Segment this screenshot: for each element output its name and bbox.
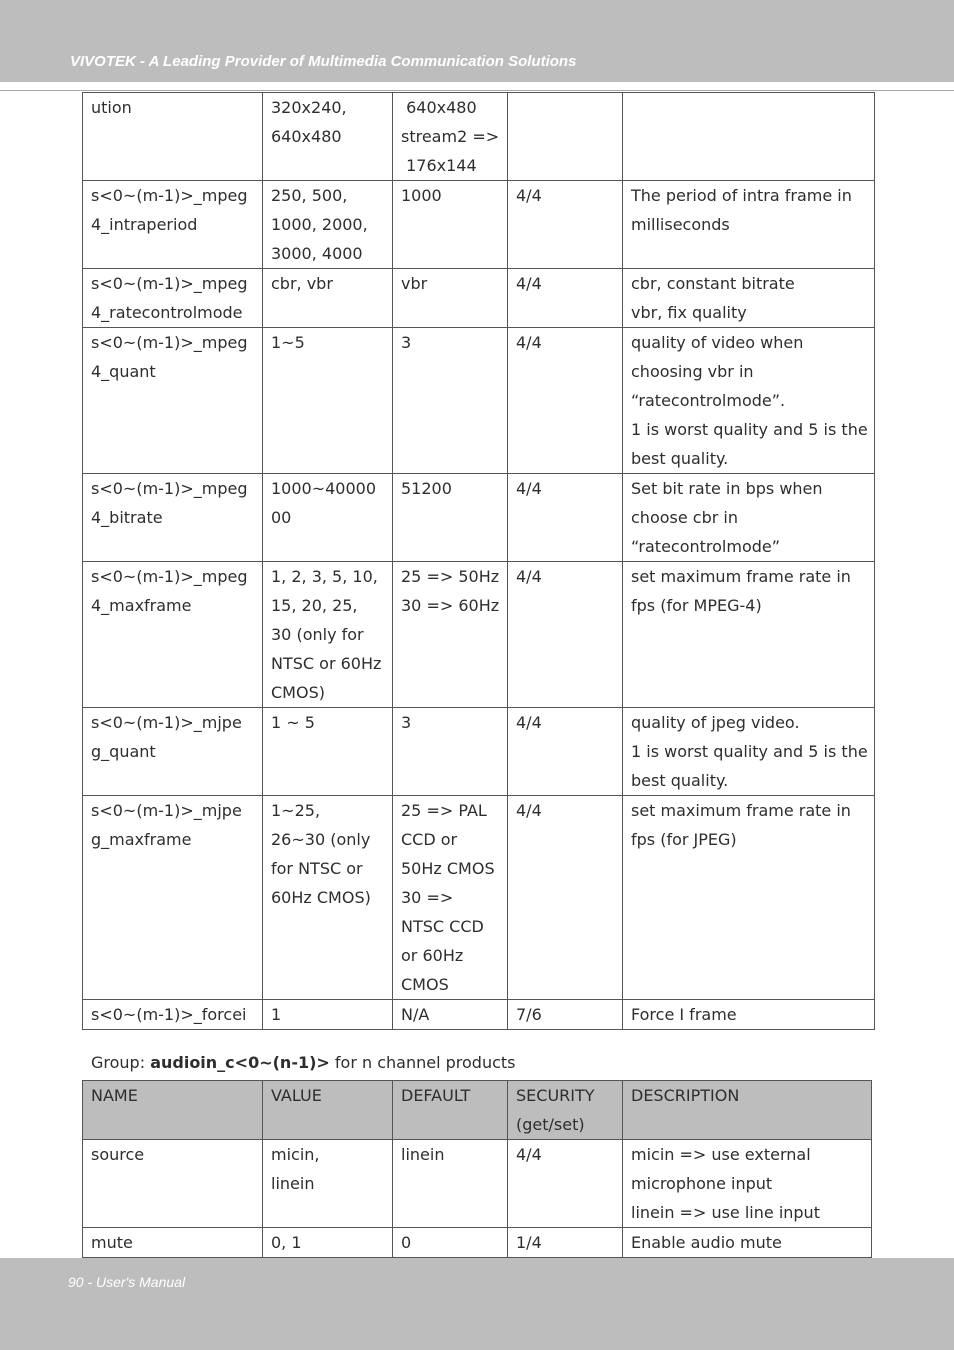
cell-security	[508, 1081, 623, 1140]
cell-line: best quality.	[631, 771, 729, 790]
cell-line: 4_quant	[91, 362, 156, 381]
cell-description	[623, 1140, 872, 1228]
table-row	[83, 1140, 872, 1228]
cell-line	[631, 93, 866, 122]
cell-description	[623, 708, 875, 796]
cell-name	[83, 474, 263, 562]
table-row	[83, 328, 875, 474]
cell-line: stream2 =>	[401, 127, 500, 146]
cell-description	[623, 562, 875, 708]
cell-line: s<0~(m-1)>_mpeg	[91, 567, 248, 586]
cell-line: 250, 500,	[271, 186, 348, 205]
cell-line: 1000	[401, 186, 442, 205]
cell-line: s<0~(m-1)>_mpeg	[91, 274, 248, 293]
cell-line: fps (for MPEG-4)	[631, 596, 762, 615]
group-suffix: for n channel products	[329, 1053, 516, 1072]
cell-value	[263, 562, 393, 708]
cell-value	[263, 474, 393, 562]
cell-line: linein => use line input	[631, 1203, 820, 1222]
cell-name	[83, 328, 263, 474]
cell-value	[263, 181, 393, 269]
cell-line: vbr, fix quality	[631, 303, 747, 322]
cell-line: set maximum frame rate in	[631, 567, 851, 586]
cell-value	[263, 1228, 393, 1258]
cell-security	[508, 93, 623, 181]
cell-line: g_quant	[91, 742, 156, 761]
cell-line: N/A	[401, 1005, 430, 1024]
cell-line: 0, 1	[271, 1233, 302, 1252]
cell-line: micin => use external	[631, 1145, 811, 1164]
group-caption	[91, 1053, 515, 1072]
cell-name	[83, 562, 263, 708]
cell-line: “ratecontrolmode”.	[631, 391, 786, 410]
cell-line: choosing vbr in	[631, 362, 754, 381]
cell-line: SECURITY	[516, 1086, 595, 1105]
cell-value	[263, 796, 393, 1000]
cell-security	[508, 328, 623, 474]
cell-line: 1~5	[271, 333, 305, 352]
cell-default	[393, 708, 508, 796]
cell-line: 3	[401, 333, 412, 352]
cell-security	[508, 796, 623, 1000]
cell-line: 4/4	[516, 801, 542, 820]
cell-line: Force I frame	[631, 1005, 737, 1024]
cell-line: for NTSC or	[271, 859, 363, 878]
cell-name	[83, 269, 263, 328]
cell-description	[623, 474, 875, 562]
cell-line: 1~25,	[271, 801, 321, 820]
cell-security	[508, 708, 623, 796]
cell-line: 1 is worst quality and 5 is the	[631, 742, 868, 761]
cell-line: 1000, 2000,	[271, 215, 368, 234]
cell-line: Set bit rate in bps when	[631, 479, 823, 498]
cell-line: 30 =>	[401, 888, 454, 907]
table-row	[83, 708, 875, 796]
cell-value	[263, 328, 393, 474]
cell-line: 51200	[401, 479, 452, 498]
cell-name	[83, 1081, 263, 1140]
cell-value	[263, 1000, 393, 1030]
cell-line: 4/4	[516, 333, 542, 352]
cell-line: 25 => 50Hz	[401, 567, 500, 586]
cell-line: 00	[271, 508, 292, 527]
cell-line: (get/set)	[516, 1115, 585, 1134]
cell-description	[623, 1000, 875, 1030]
cell-security	[508, 269, 623, 328]
cell-line: linein	[271, 1174, 315, 1193]
cell-line: 320x240,	[271, 98, 347, 117]
cell-value	[263, 708, 393, 796]
cell-line: choose cbr in	[631, 508, 738, 527]
cell-line: Enable audio mute	[631, 1233, 782, 1252]
table-row	[83, 1000, 875, 1030]
cell-line: NTSC CCD	[401, 917, 484, 936]
cell-name	[83, 181, 263, 269]
header-divider	[0, 90, 954, 91]
cell-line: 30 (only for	[271, 625, 364, 644]
cell-line: 3000, 4000	[271, 244, 363, 263]
cell-default	[393, 796, 508, 1000]
cell-line: cbr, vbr	[271, 274, 333, 293]
cell-line: ution	[91, 98, 132, 117]
cell-line: 15, 20, 25,	[271, 596, 358, 615]
cell-line: 3	[401, 713, 412, 732]
cell-security	[508, 1140, 623, 1228]
cell-default	[393, 269, 508, 328]
cell-line: 640x480	[271, 127, 342, 146]
cell-line: 1, 2, 3, 5, 10,	[271, 567, 378, 586]
cell-default	[393, 1140, 508, 1228]
cell-line: CCD or	[401, 830, 458, 849]
cell-line: DESCRIPTION	[631, 1086, 740, 1105]
cell-value	[263, 1081, 393, 1140]
cell-line: CMOS)	[271, 683, 325, 702]
cell-description	[623, 93, 875, 181]
cell-description	[623, 1228, 872, 1258]
cell-line: micin,	[271, 1145, 320, 1164]
cell-line: s<0~(m-1)>_forcei	[91, 1005, 247, 1024]
cell-line: s<0~(m-1)>_mpeg	[91, 479, 248, 498]
cell-line: 1 ~ 5	[271, 713, 315, 732]
cell-line: s<0~(m-1)>_mjpe	[91, 801, 242, 820]
cell-name	[83, 1228, 263, 1258]
cell-line: 4_intraperiod	[91, 215, 198, 234]
cell-line: “ratecontrolmode”	[631, 537, 781, 556]
cell-default	[393, 328, 508, 474]
table-row	[83, 93, 875, 181]
cell-line: s<0~(m-1)>_mjpe	[91, 713, 242, 732]
cell-line: quality of jpeg video.	[631, 713, 800, 732]
cell-line: linein	[401, 1145, 445, 1164]
cell-line: 4/4	[516, 274, 542, 293]
cell-default	[393, 181, 508, 269]
table-row	[83, 269, 875, 328]
cell-line: vbr	[401, 274, 428, 293]
cell-value	[263, 93, 393, 181]
table-header-row	[83, 1081, 872, 1140]
cell-default	[393, 1000, 508, 1030]
cell-line: 4/4	[516, 186, 542, 205]
cell-name	[83, 1000, 263, 1030]
cell-security	[508, 474, 623, 562]
cell-security	[508, 562, 623, 708]
cell-default	[393, 474, 508, 562]
cell-line: 4/4	[516, 1145, 542, 1164]
cell-description	[623, 796, 875, 1000]
cell-name	[83, 93, 263, 181]
cell-line: best quality.	[631, 449, 729, 468]
cell-line: fps (for JPEG)	[631, 830, 737, 849]
header-title: VIVOTEK - A Leading Provider of Multimedia Communication Solutions	[70, 53, 577, 70]
cell-line: 50Hz CMOS	[401, 859, 495, 878]
parameter-table-video	[82, 92, 875, 1030]
cell-line: or 60Hz	[401, 946, 464, 965]
cell-description	[623, 1081, 872, 1140]
cell-line: NTSC or 60Hz	[271, 654, 382, 673]
cell-line: mute	[91, 1233, 133, 1252]
cell-line: 25 => PAL	[401, 801, 487, 820]
cell-line: The period of intra frame in	[631, 186, 852, 205]
cell-line: 1/4	[516, 1233, 542, 1252]
cell-line: quality of video when	[631, 333, 804, 352]
cell-line: 1	[271, 1005, 282, 1024]
cell-description	[623, 181, 875, 269]
cell-line: 1000~40000	[271, 479, 377, 498]
footer-band	[0, 1258, 954, 1350]
cell-line: milliseconds	[631, 215, 730, 234]
cell-security	[508, 181, 623, 269]
cell-value	[263, 1140, 393, 1228]
cell-line: 7/6	[516, 1005, 542, 1024]
cell-line: 4_bitrate	[91, 508, 163, 527]
table-row	[83, 474, 875, 562]
cell-line: 176x144	[401, 156, 477, 175]
cell-line: 4_maxframe	[91, 596, 192, 615]
cell-line: 4/4	[516, 567, 542, 586]
cell-line: 4/4	[516, 713, 542, 732]
cell-line: 0	[401, 1233, 412, 1252]
group-prefix: Group:	[91, 1053, 151, 1072]
table-row	[83, 796, 875, 1000]
cell-line: microphone input	[631, 1174, 773, 1193]
cell-line: CMOS	[401, 975, 449, 994]
cell-default	[393, 562, 508, 708]
cell-default	[393, 1081, 508, 1140]
cell-name	[83, 708, 263, 796]
cell-line: 4_ratecontrolmode	[91, 303, 243, 322]
cell-line: 26~30 (only	[271, 830, 371, 849]
cell-line: NAME	[91, 1086, 138, 1105]
cell-description	[623, 328, 875, 474]
cell-value	[263, 269, 393, 328]
cell-line: set maximum frame rate in	[631, 801, 851, 820]
table-row	[83, 181, 875, 269]
cell-name	[83, 1140, 263, 1228]
cell-line: 640x480	[401, 98, 477, 117]
cell-line	[516, 93, 614, 122]
cell-security	[508, 1000, 623, 1030]
table-row	[83, 1228, 872, 1258]
cell-line: 30 => 60Hz	[401, 596, 500, 615]
cell-line: DEFAULT	[401, 1086, 471, 1105]
cell-default	[393, 93, 508, 181]
header-band	[0, 0, 954, 82]
cell-line: s<0~(m-1)>_mpeg	[91, 333, 248, 352]
cell-line: 1 is worst quality and 5 is the	[631, 420, 868, 439]
page-footer: 90 - User's Manual	[68, 1274, 186, 1290]
cell-name	[83, 796, 263, 1000]
cell-line: 60Hz CMOS)	[271, 888, 371, 907]
cell-default	[393, 1228, 508, 1258]
cell-description	[623, 269, 875, 328]
cell-line: s<0~(m-1)>_mpeg	[91, 186, 248, 205]
cell-line: source	[91, 1145, 145, 1164]
cell-line: g_maxframe	[91, 830, 192, 849]
cell-line: 4/4	[516, 479, 542, 498]
group-name: audioin_c<0~(n-1)>	[150, 1053, 330, 1072]
cell-line: VALUE	[271, 1086, 322, 1105]
parameter-table-audioin	[82, 1080, 872, 1258]
cell-security	[508, 1228, 623, 1258]
cell-line: cbr, constant bitrate	[631, 274, 795, 293]
table-row	[83, 562, 875, 708]
